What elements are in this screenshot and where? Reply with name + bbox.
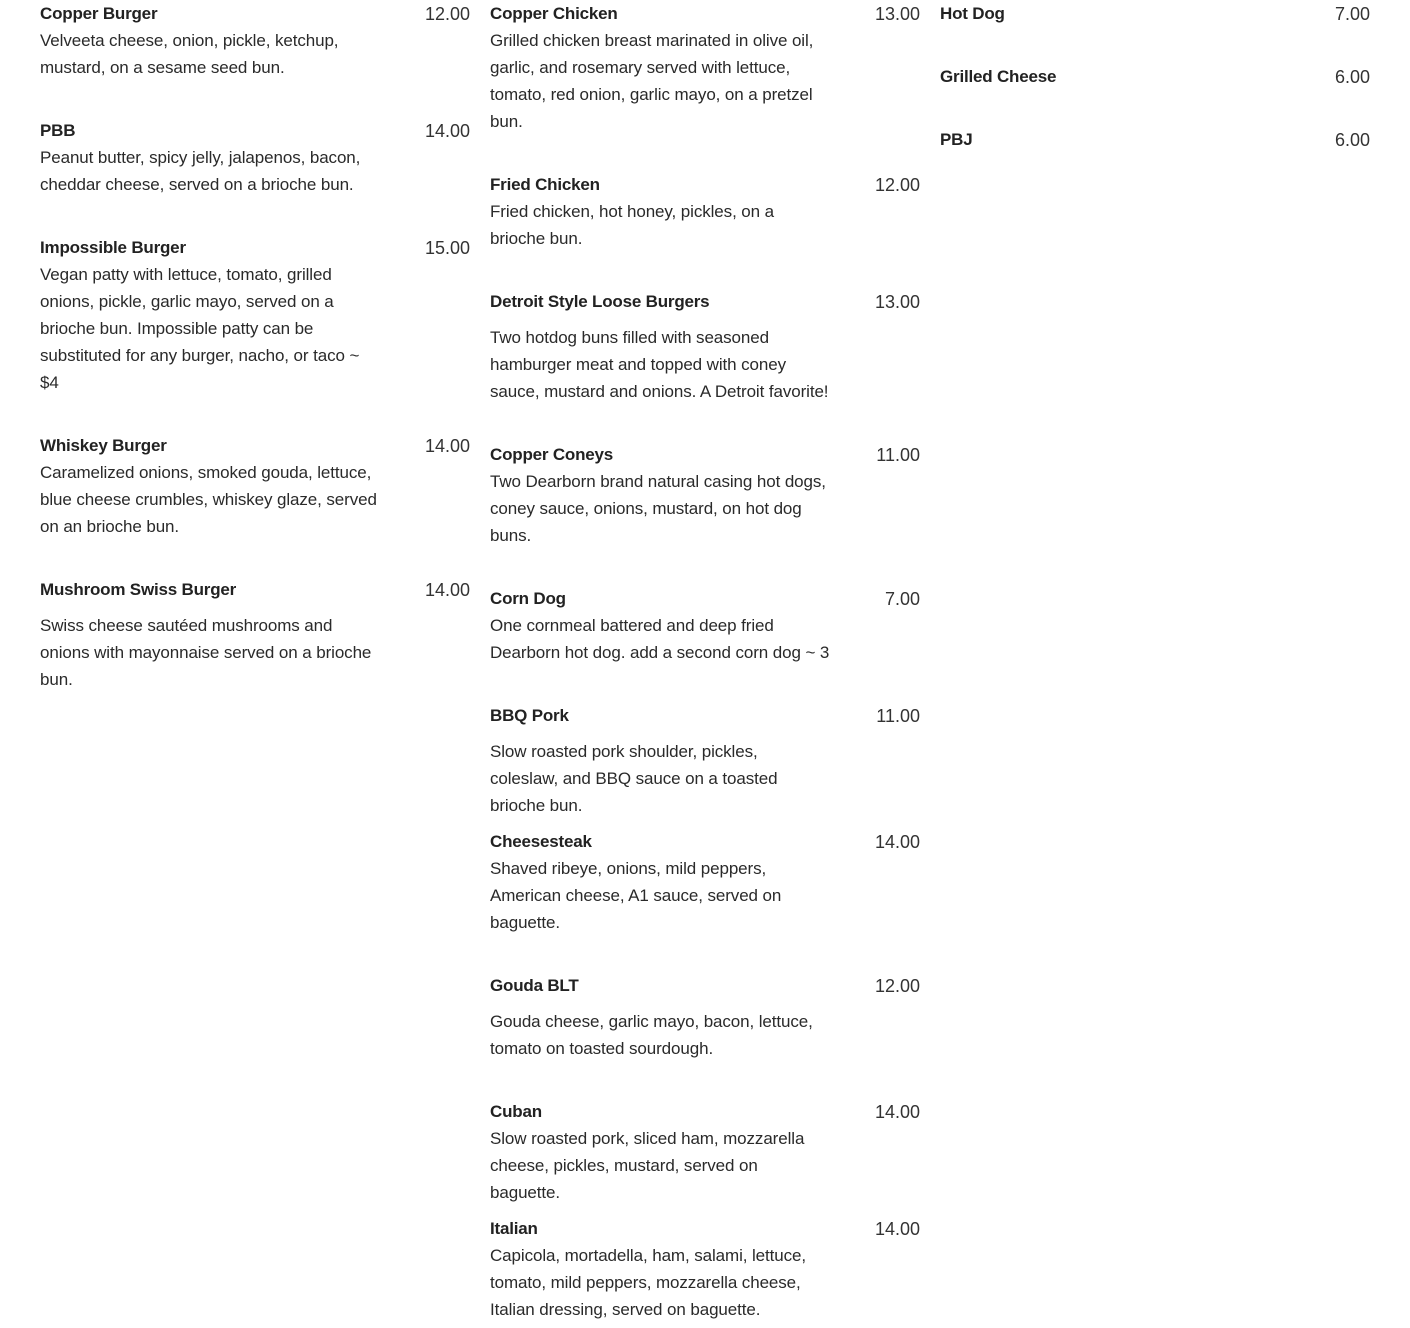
- menu-item: [940, 126, 1370, 154]
- menu-item-header: [490, 171, 920, 199]
- menu-item-description: Gouda cheese, garlic mayo, bacon, lettuce, tomato on toasted sourdough.: [490, 1012, 813, 1058]
- menu-item: [940, 0, 1370, 28]
- menu-item: [490, 441, 920, 545]
- menu-item-name: PBB: [40, 121, 76, 140]
- menu-item-description: Shaved ribeye, onions, mild peppers, American cheese, A1 sauce, served on baguette.: [490, 859, 782, 932]
- menu-item-header: [490, 972, 920, 1000]
- menu-item-name: Mushroom Swiss Burger: [40, 580, 237, 599]
- menu-item-header: [490, 441, 920, 469]
- menu-item-price: 14.00: [874, 1102, 920, 1122]
- menu-item-description: Fried chicken, hot honey, pickles, on a brioche bun.: [490, 202, 774, 248]
- menu-item: [40, 432, 470, 536]
- menu-item-price: 12.00: [874, 976, 920, 996]
- menu-item-header: [40, 576, 470, 604]
- menu-item-description: Slow roasted pork, sliced ham, mozzarella cheese, pickles, mustard, served on baguette.: [490, 1129, 805, 1202]
- menu-item-name: Hot Dog: [940, 4, 1005, 23]
- menu-item: [490, 1098, 920, 1202]
- menu-item-description: Two hotdog buns filled with seasoned hamburger meat and topped with coney sauce, mustard and onions. A Detroit favorite!: [490, 328, 829, 401]
- menu-item: [490, 972, 920, 1058]
- menu-item: [40, 117, 470, 194]
- menu-item-name: Copper Coneys: [490, 445, 614, 464]
- menu-item: [40, 576, 470, 689]
- menu-item-name: Grilled Cheese: [940, 67, 1057, 86]
- menu-item-name: Whiskey Burger: [40, 436, 167, 455]
- menu-item-price: 12.00: [874, 175, 920, 195]
- menu-item-price: 11.00: [876, 706, 920, 726]
- menu-item-description: Peanut butter, spicy jelly, jalapenos, bacon, cheddar cheese, served on a brioche bun.: [40, 148, 361, 194]
- menu-item-header: [490, 1215, 920, 1243]
- menu-item-name: Copper Chicken: [490, 4, 618, 23]
- menu-item-header: [490, 288, 920, 316]
- menu-item-header: [490, 585, 920, 613]
- menu-item: [490, 702, 920, 815]
- menu-item-name: Italian: [490, 1219, 538, 1238]
- menu-item-description: Caramelized onions, smoked gouda, lettuce, blue cheese crumbles, whiskey glaze, served on an brioche bun.: [40, 463, 377, 536]
- menu-item-price: 14.00: [424, 121, 470, 141]
- menu-item-price: 14.00: [874, 832, 920, 852]
- menu-item-name: Corn Dog: [490, 589, 566, 608]
- menu-item-header: [940, 126, 1370, 154]
- menu-item-name: Impossible Burger: [40, 238, 186, 257]
- menu-item-price: 14.00: [874, 1219, 920, 1239]
- menu-item-price: 11.00: [876, 445, 920, 465]
- menu-item-name: BBQ Pork: [490, 706, 569, 725]
- menu-item-header: [490, 1098, 920, 1126]
- menu-item-header: [940, 0, 1370, 28]
- menu-item-header: [490, 702, 920, 730]
- menu-item-price: 13.00: [874, 292, 920, 312]
- menu-item-price: 7.00: [1334, 4, 1370, 24]
- menu-item-header: [40, 117, 470, 145]
- menu-item-name: Cuban: [490, 1102, 542, 1121]
- menu-item-name: Gouda BLT: [490, 976, 579, 995]
- menu-item-name: Cheesesteak: [490, 832, 592, 851]
- menu-item: [940, 63, 1370, 91]
- menu-item-header: [490, 828, 920, 856]
- menu-item-price: 14.00: [424, 436, 470, 456]
- menu-item-description: Swiss cheese sautéed mushrooms and onions with mayonnaise served on a brioche bun.: [40, 616, 372, 689]
- menu-item-name: Detroit Style Loose Burgers: [490, 292, 710, 311]
- menu-item: [40, 234, 470, 392]
- menu-item-price: 14.00: [424, 580, 470, 600]
- menu-item: [490, 585, 920, 662]
- menu-item: [490, 1215, 920, 1319]
- menu-item-name: Copper Burger: [40, 4, 158, 23]
- menu-item-price: 6.00: [1334, 130, 1370, 150]
- menu-item: [490, 0, 920, 131]
- menu-item-name: PBJ: [940, 130, 973, 149]
- menu-item-price: 15.00: [424, 238, 470, 258]
- menu-item-description: Velveeta cheese, onion, pickle, ketchup, mustard, on a sesame seed bun.: [40, 31, 339, 77]
- menu-item-header: [940, 63, 1370, 91]
- menu-item-name: Fried Chicken: [490, 175, 600, 194]
- menu-item-price: 7.00: [884, 589, 920, 609]
- menu-item-description: Grilled chicken breast marinated in olive oil, garlic, and rosemary served with lettuce, tomato, red onion, garlic mayo, on a pretzel bun.: [490, 31, 814, 131]
- menu-item-price: 12.00: [424, 4, 470, 24]
- menu-item-description: Slow roasted pork shoulder, pickles, coleslaw, and BBQ sauce on a toasted brioche bun.: [490, 742, 778, 815]
- menu-item: [40, 0, 470, 77]
- menu-item-description: Two Dearborn brand natural casing hot dogs, coney sauce, onions, mustard, on hot dog buns.: [490, 472, 826, 545]
- menu-item: [490, 828, 920, 932]
- menu-item-price: 13.00: [874, 4, 920, 24]
- menu-item-description: Vegan patty with lettuce, tomato, grilled onions, pickle, garlic mayo, served on a brioche bun. Impossible patty can be substituted for any burger, nacho, or taco ~ $4: [40, 265, 360, 392]
- menu-item-description: Capicola, mortadella, ham, salami, lettuce, tomato, mild peppers, mozzarella cheese, Italian dressing, served on baguette.: [490, 1246, 807, 1319]
- menu-item-price: 6.00: [1334, 67, 1370, 87]
- menu-item: [490, 288, 920, 401]
- menu-item-description: One cornmeal battered and deep fried Dearborn hot dog. add a second corn dog ~ 3: [490, 616, 830, 662]
- menu-item-header: [40, 432, 470, 460]
- menu-item-header: [490, 0, 920, 28]
- menu-item: [490, 171, 920, 248]
- menu-item-header: [40, 0, 470, 28]
- menu-item-header: [40, 234, 470, 262]
